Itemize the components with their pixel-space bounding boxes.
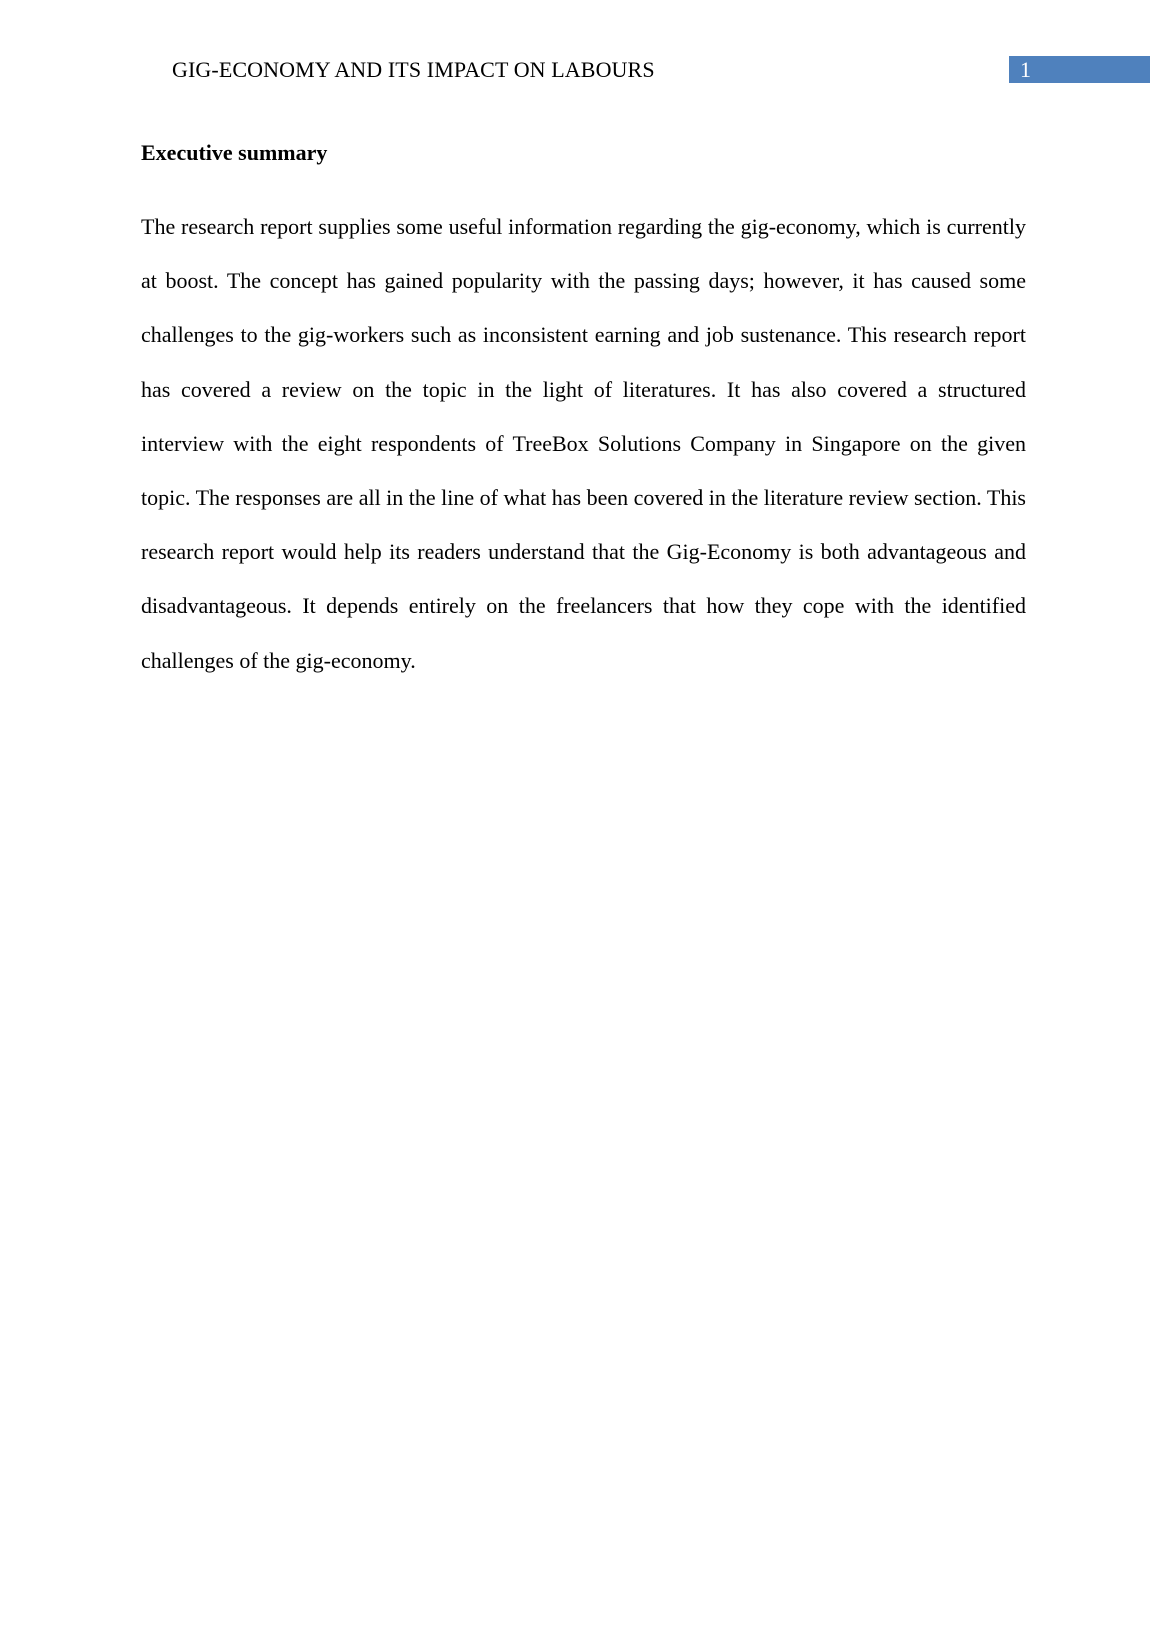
running-header-title: GIG-ECONOMY AND ITS IMPACT ON LABOURS	[172, 57, 655, 82]
body-paragraph: The research report supplies some useful information regarding the gig-economy, which is currently at boost. The concept has gained popularity with the passing days; however, it has caused some challenges to the gig-workers such as inconsistent earning and job sustenance. This research report has covered a review on the topic in the light of literatures. It has also covered a structured interview with the eight respondents of TreeBox Solutions Company in Singapore on the given topic. The responses are all in the line of what has been covered in the literature review section. This research report would help its readers understand that the Gig-Economy is both advantageous and disadvantageous. It depends entirely on the freelancers that how they cope with the identified challenges of the gig-economy.	[141, 214, 1026, 673]
page-number: 1	[1020, 57, 1031, 82]
section-heading: Executive summary	[141, 140, 328, 165]
